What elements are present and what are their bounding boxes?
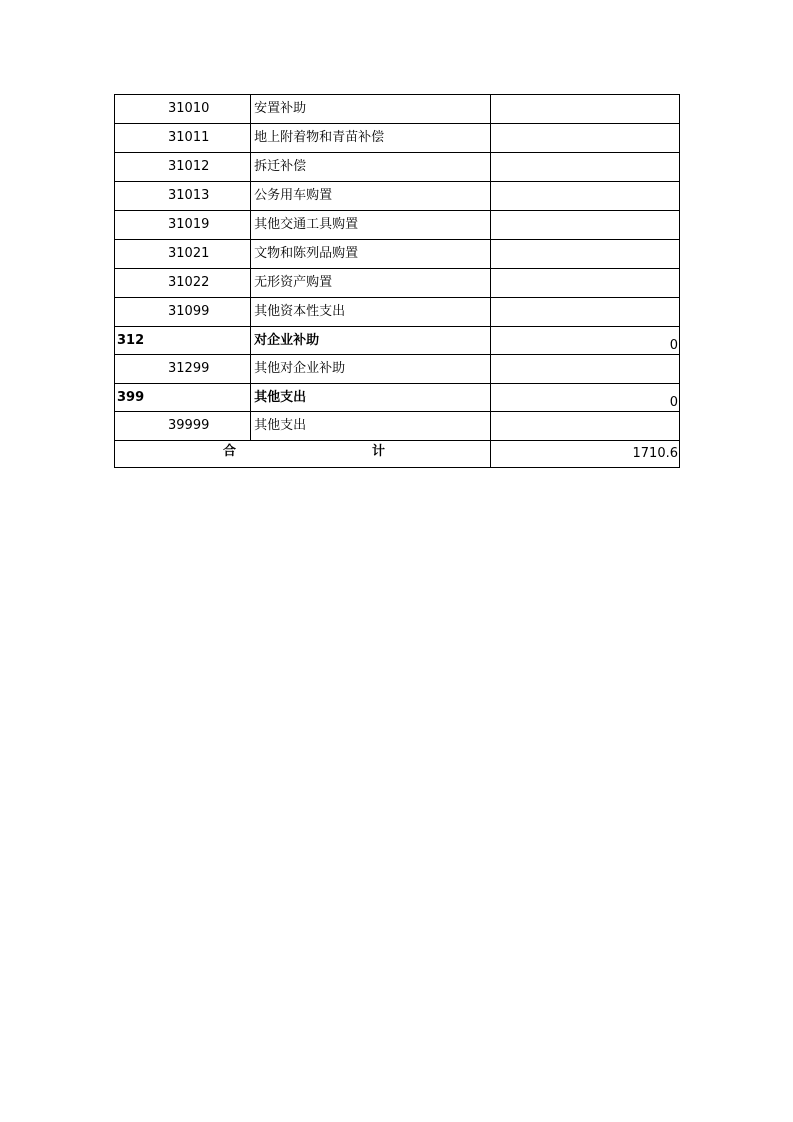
row-amount xyxy=(490,355,679,384)
total-label-cell xyxy=(115,441,491,468)
row-name: 安置补助 xyxy=(251,95,491,124)
row-amount: 0 xyxy=(490,327,679,355)
row-name: 无形资产购置 xyxy=(251,269,491,298)
row-amount xyxy=(490,153,679,182)
row-amount xyxy=(490,124,679,153)
row-amount: 0 xyxy=(490,384,679,412)
row-code: 39999 xyxy=(115,412,251,441)
row-code: 31012 xyxy=(115,153,251,182)
table-row-category xyxy=(115,384,680,412)
row-code: 31021 xyxy=(115,240,251,269)
row-amount xyxy=(490,298,679,327)
total-label-part2: 计 xyxy=(372,444,386,459)
table-row-category xyxy=(115,327,680,355)
row-name: 地上附着物和青苗补偿 xyxy=(251,124,491,153)
table-row xyxy=(115,153,680,182)
table-row xyxy=(115,298,680,327)
table-row xyxy=(115,124,680,153)
row-name: 其他对企业补助 xyxy=(251,355,491,384)
row-code: 31019 xyxy=(115,211,251,240)
row-name: 公务用车购置 xyxy=(251,182,491,211)
table-row xyxy=(115,211,680,240)
row-code: 31011 xyxy=(115,124,251,153)
table-row xyxy=(115,182,680,211)
table-row xyxy=(115,95,680,124)
row-code: 31022 xyxy=(115,269,251,298)
row-code: 399 xyxy=(115,384,251,412)
row-code: 31010 xyxy=(115,95,251,124)
table-row xyxy=(115,240,680,269)
row-name: 其他交通工具购置 xyxy=(251,211,491,240)
row-name: 文物和陈列品购置 xyxy=(251,240,491,269)
row-code: 31013 xyxy=(115,182,251,211)
row-amount xyxy=(490,211,679,240)
table-row xyxy=(115,269,680,298)
row-name: 对企业补助 xyxy=(251,327,491,355)
row-amount xyxy=(490,269,679,298)
row-amount xyxy=(490,412,679,441)
total-amount: 1710.6 xyxy=(490,441,679,468)
budget-table-body xyxy=(115,95,680,468)
row-code: 31299 xyxy=(115,355,251,384)
budget-table xyxy=(114,94,680,468)
table-row xyxy=(115,412,680,441)
row-amount xyxy=(490,95,679,124)
row-name: 其他支出 xyxy=(251,412,491,441)
row-code: 31099 xyxy=(115,298,251,327)
row-amount xyxy=(490,240,679,269)
row-code: 312 xyxy=(115,327,251,355)
row-name: 其他资本性支出 xyxy=(251,298,491,327)
row-name: 拆迁补偿 xyxy=(251,153,491,182)
table-row xyxy=(115,355,680,384)
row-amount xyxy=(490,182,679,211)
total-label-part1: 合 xyxy=(223,444,237,459)
table-row-total xyxy=(115,441,680,468)
row-name: 其他支出 xyxy=(251,384,491,412)
